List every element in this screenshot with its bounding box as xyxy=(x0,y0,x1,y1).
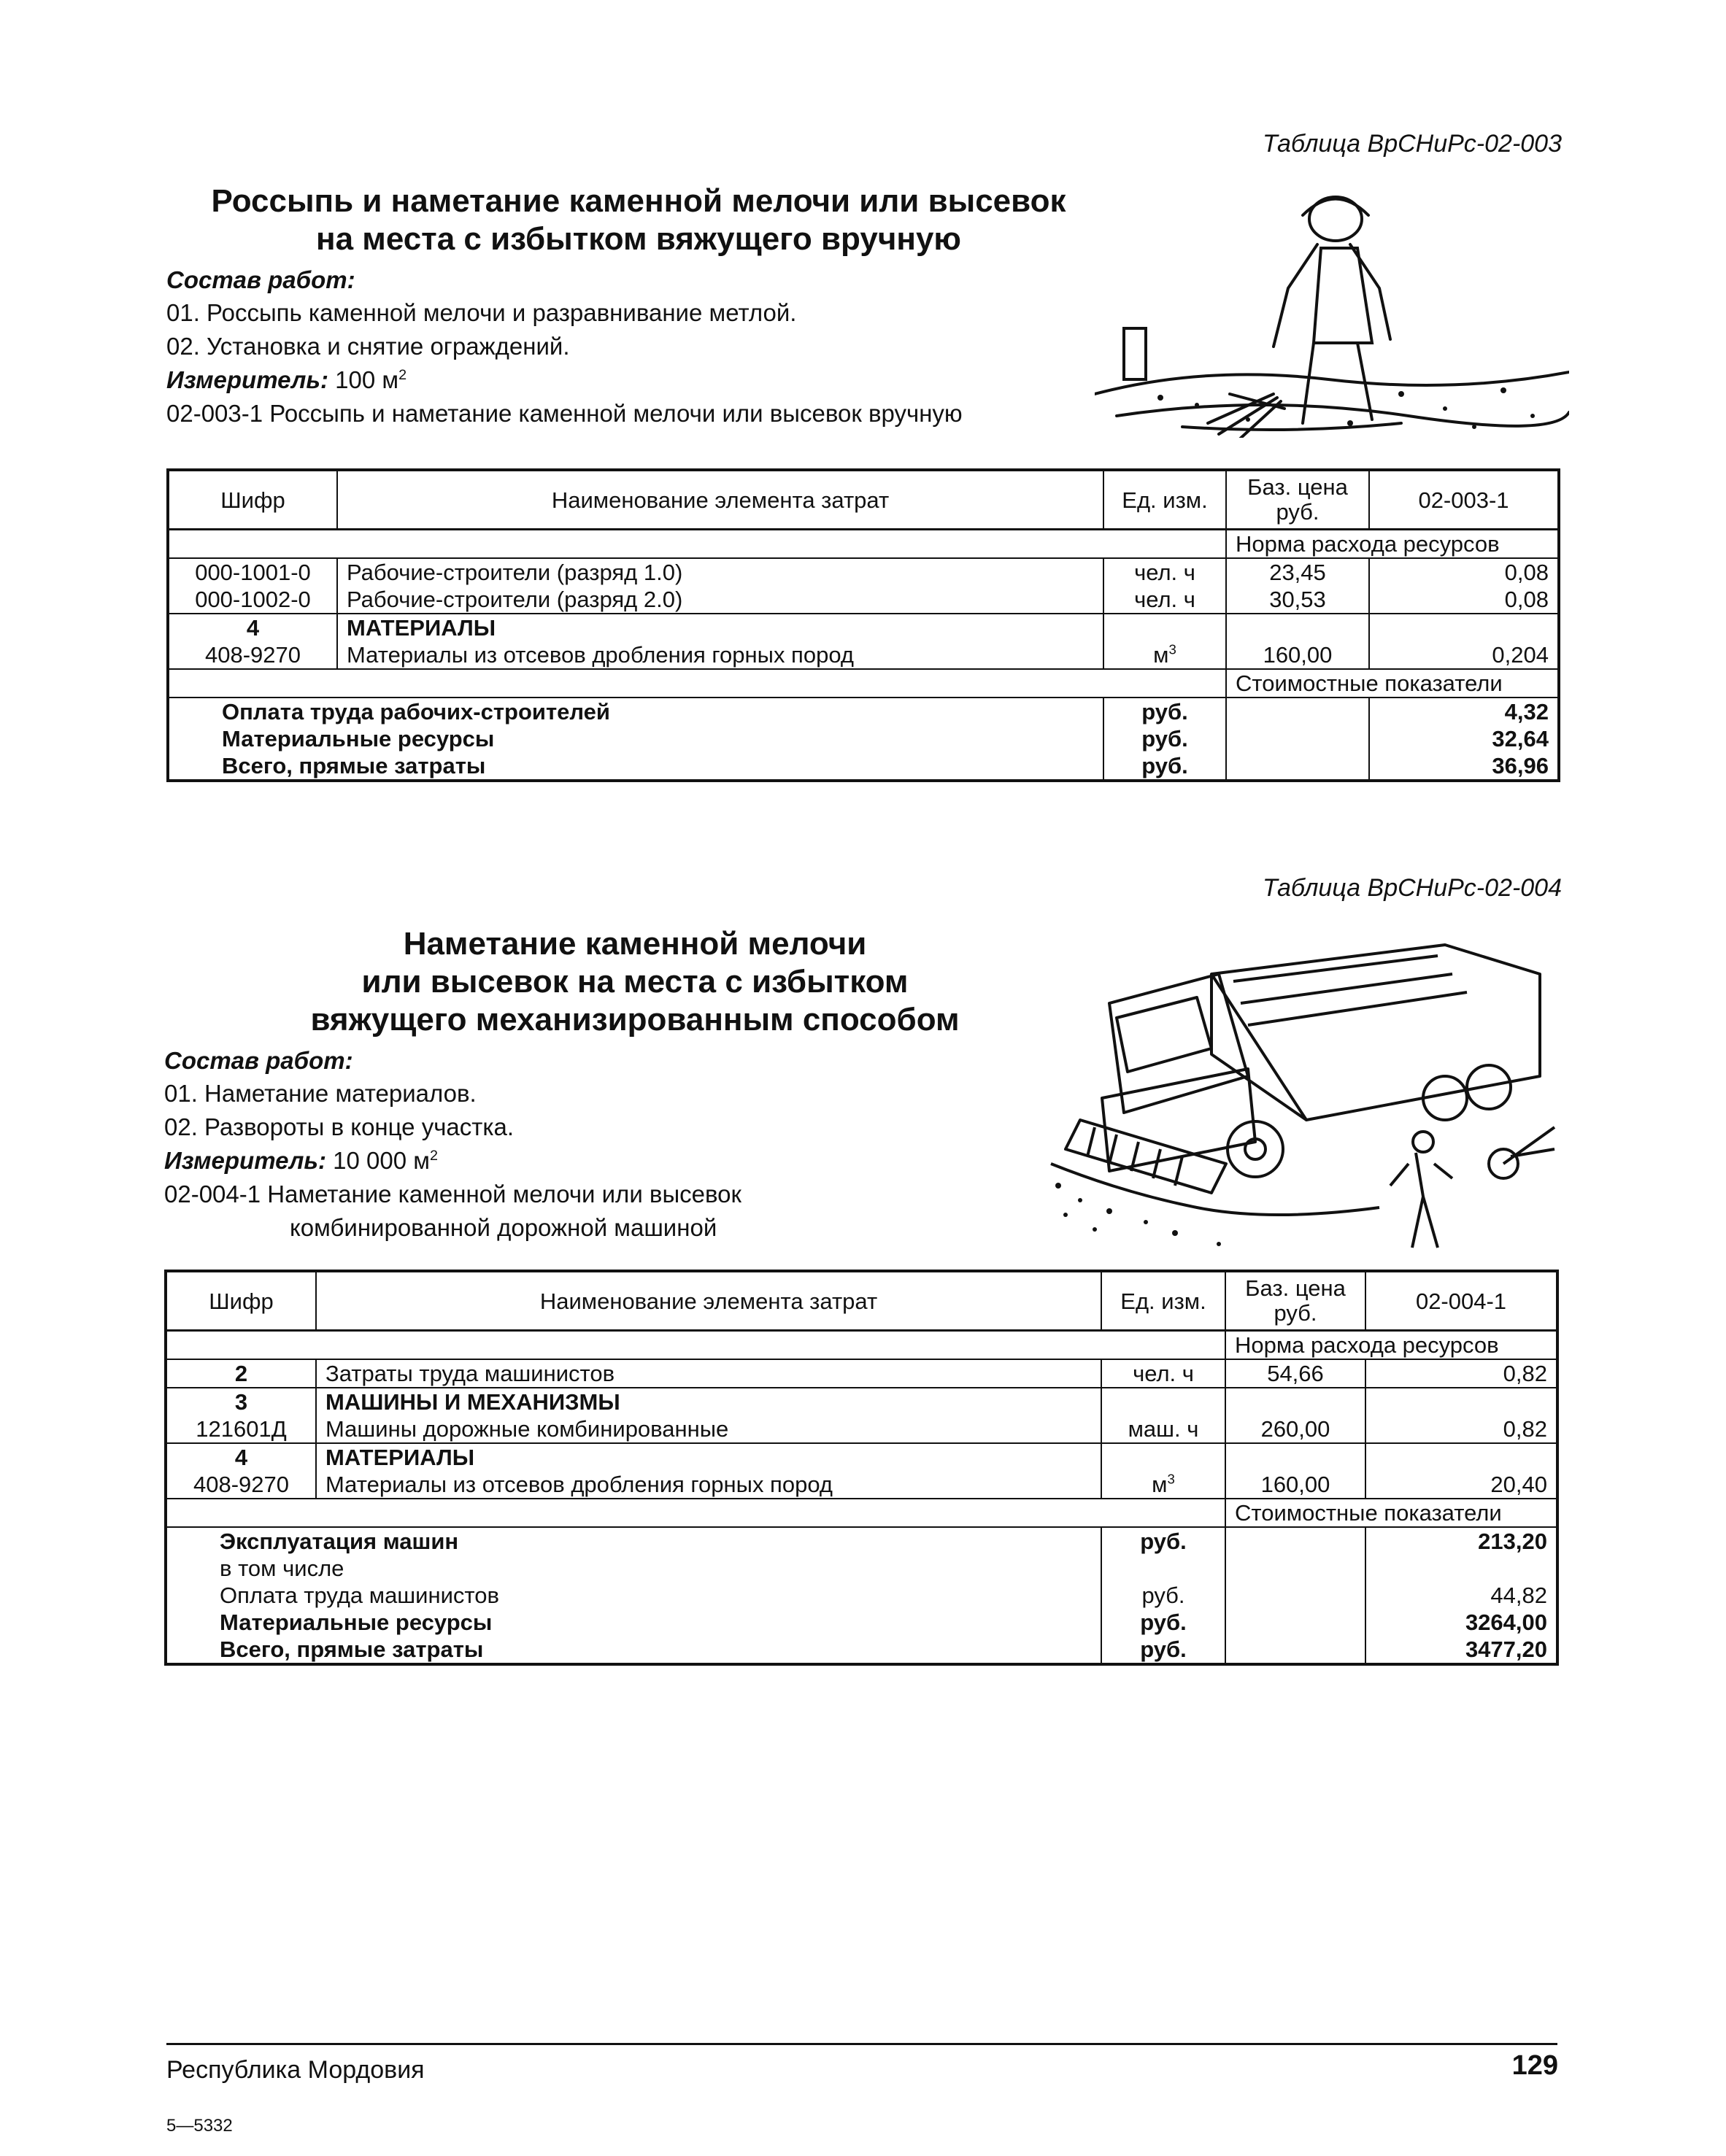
table-row xyxy=(168,586,1559,614)
header-unit: Ед. изм. xyxy=(1101,1271,1225,1331)
header-price-line: руб. xyxy=(1276,499,1319,525)
izmeritel-label: Измеритель: xyxy=(164,1147,326,1174)
cell-unit: маш. ч xyxy=(1101,1415,1225,1443)
total-unit: руб. xyxy=(1103,725,1226,752)
total-name: Эксплуатация машин xyxy=(220,1529,459,1554)
work-item: 02. Развороты в конце участка. xyxy=(164,1113,515,1140)
cell-name: Материалы из отсевов дробления горных пород xyxy=(316,1471,1101,1499)
cost-table-2 xyxy=(164,1270,1559,1666)
unit-text: м xyxy=(1152,1472,1168,1497)
header-price-line: Баз. цена xyxy=(1245,1275,1346,1301)
izmeritel-value: 10 000 м xyxy=(333,1147,430,1174)
total-name: Всего, прямые затраты xyxy=(220,1637,484,1662)
cell-name: Машины дорожные комбинированные xyxy=(316,1415,1101,1443)
section-title-2 xyxy=(270,925,1000,1039)
cell-unit xyxy=(1101,1471,1225,1499)
footer-region: Республика Мордовия xyxy=(166,2056,425,2084)
group-code: 3 xyxy=(234,1389,248,1415)
cell-shifr: 000-1001-0 xyxy=(195,560,311,585)
cell-name: Материалы из отсевов дробления горных пород xyxy=(337,641,1103,669)
cell-price: 30,53 xyxy=(1226,586,1369,614)
stoim-row xyxy=(168,669,1559,698)
cell-unit xyxy=(1103,641,1226,669)
unit-text: м xyxy=(1153,642,1169,668)
cell-value: 0,82 xyxy=(1365,1359,1557,1388)
total-row xyxy=(166,1582,1557,1609)
work-composition-2 xyxy=(164,1045,741,1245)
group-code: 4 xyxy=(234,1445,248,1470)
group-row xyxy=(166,1388,1557,1415)
cell-price: 160,00 xyxy=(1226,641,1369,669)
footer-rule xyxy=(166,2043,1557,2045)
header-shifr: Шифр xyxy=(168,470,337,530)
total-name: Материальные ресурсы xyxy=(222,726,495,751)
cell-value: 20,40 xyxy=(1365,1471,1557,1499)
cell-name: Затраты труда машинистов xyxy=(316,1359,1101,1388)
work-item: 01. Россыпь каменной мелочи и разравнивание метлой. xyxy=(166,299,797,326)
izmeritel-label: Измеритель: xyxy=(166,366,328,393)
table-header-row xyxy=(166,1271,1557,1331)
total-name: Всего, прямые затраты xyxy=(222,753,486,778)
section-title-1 xyxy=(164,182,1113,258)
title-line: вяжущего механизированным способом xyxy=(310,1002,960,1038)
cell-price: 54,66 xyxy=(1225,1359,1365,1388)
norma-row xyxy=(168,530,1559,559)
total-row xyxy=(168,725,1559,752)
work-composition-1 xyxy=(166,264,963,430)
table-row xyxy=(166,1471,1557,1499)
page-number: 129 xyxy=(1511,2050,1558,2081)
worker-sweeping-illustration xyxy=(1095,175,1569,438)
total-unit: руб. xyxy=(1101,1636,1225,1664)
group-row xyxy=(168,614,1559,641)
total-value: 32,64 xyxy=(1369,725,1559,752)
total-unit: руб. xyxy=(1103,752,1226,781)
group-name: МАТЕРИАЛЫ xyxy=(337,614,1103,641)
header-name: Наименование элемента затрат xyxy=(337,470,1103,530)
total-row xyxy=(166,1555,1557,1582)
norma-label: Норма расхода ресурсов xyxy=(1226,530,1559,559)
izmeritel-value: 100 м xyxy=(335,366,399,393)
cell-value: 0,08 xyxy=(1369,558,1559,586)
stoim-row xyxy=(166,1499,1557,1527)
total-row xyxy=(166,1527,1557,1555)
total-value xyxy=(1365,1555,1557,1582)
sostav-label: Состав работ: xyxy=(164,1047,353,1074)
total-value: 36,96 xyxy=(1369,752,1559,781)
header-code: 02-003-1 xyxy=(1369,470,1559,530)
cell-value: 0,08 xyxy=(1369,586,1559,614)
cell-unit: чел. ч xyxy=(1101,1359,1225,1388)
cost-table-1 xyxy=(166,468,1560,782)
cell-value: 0,204 xyxy=(1369,641,1559,669)
group-name: МАТЕРИАЛЫ xyxy=(316,1443,1101,1471)
total-name: в том числе xyxy=(220,1556,344,1581)
header-price-line: Баз. цена xyxy=(1247,474,1348,500)
unit-power: 3 xyxy=(1168,641,1176,657)
total-value: 4,32 xyxy=(1369,698,1559,725)
total-value: 3477,20 xyxy=(1365,1636,1557,1664)
measure-line xyxy=(164,1144,741,1178)
izmeritel-power: 2 xyxy=(429,1148,438,1164)
total-value: 44,82 xyxy=(1365,1582,1557,1609)
cell-shifr: 408-9270 xyxy=(168,641,337,669)
norma-row xyxy=(166,1331,1557,1360)
total-row xyxy=(166,1636,1557,1664)
izmeritel-power: 2 xyxy=(398,367,407,383)
total-row xyxy=(168,752,1559,781)
title-line: на места с избытком вяжущего вручную xyxy=(316,221,961,257)
print-code: 5—5332 xyxy=(166,2116,233,2136)
group-name: МАШИНЫ И МЕХАНИЗМЫ xyxy=(316,1388,1101,1415)
cell-shifr: 408-9270 xyxy=(166,1471,316,1499)
total-unit: руб. xyxy=(1101,1527,1225,1555)
sostav-label: Состав работ: xyxy=(166,266,355,293)
total-name: Материальные ресурсы xyxy=(220,1610,493,1635)
table-header-row xyxy=(168,470,1559,530)
total-row xyxy=(168,698,1559,725)
total-name: Оплата труда машинистов xyxy=(220,1583,499,1608)
measure-line xyxy=(166,363,963,397)
header-shifr: Шифр xyxy=(166,1271,316,1331)
code-line: 02-003-1 Россыпь и наметание каменной мелочи или высевок вручную xyxy=(166,400,963,427)
total-unit: руб. xyxy=(1101,1582,1225,1609)
header-code: 02-004-1 xyxy=(1365,1271,1557,1331)
cell-name: Рабочие-строители (разряд 1.0) xyxy=(337,558,1103,586)
cell-price: 260,00 xyxy=(1225,1415,1365,1443)
cell-price: 23,45 xyxy=(1226,558,1369,586)
cell-price: 160,00 xyxy=(1225,1471,1365,1499)
cell-shifr: 000-1002-0 xyxy=(195,587,311,612)
work-item: 02. Установка и снятие ограждений. xyxy=(166,333,570,360)
total-unit: руб. xyxy=(1103,698,1226,725)
header-price xyxy=(1225,1271,1365,1331)
header-price xyxy=(1226,470,1369,530)
header-unit: Ед. изм. xyxy=(1103,470,1226,530)
total-unit: руб. xyxy=(1101,1609,1225,1636)
stoim-label: Стоимостные показатели xyxy=(1225,1499,1557,1527)
cell-shifr: 2 xyxy=(166,1359,316,1388)
total-name: Оплата труда рабочих-строителей xyxy=(222,699,610,725)
table-caption-2: Таблица ВрСНиРс-02-004 xyxy=(1262,874,1562,902)
table-row xyxy=(166,1359,1557,1388)
unit-power: 3 xyxy=(1167,1471,1175,1487)
cell-name: Рабочие-строители (разряд 2.0) xyxy=(337,586,1103,614)
total-row xyxy=(166,1609,1557,1636)
title-line: Наметание каменной мелочи xyxy=(403,926,867,962)
title-line: Россыпь и наметание каменной мелочи или высевок xyxy=(211,183,1066,219)
total-unit xyxy=(1101,1555,1225,1582)
header-price-line: руб. xyxy=(1274,1300,1317,1326)
table-row xyxy=(168,558,1559,586)
road-machine-illustration xyxy=(1036,923,1569,1259)
table-row xyxy=(166,1415,1557,1443)
code-line: 02-004-1 Наметание каменной мелочи или высевок xyxy=(164,1181,741,1208)
header-name: Наименование элемента затрат xyxy=(316,1271,1101,1331)
group-row xyxy=(166,1443,1557,1471)
norma-label: Норма расхода ресурсов xyxy=(1225,1331,1557,1360)
total-value: 3264,00 xyxy=(1365,1609,1557,1636)
group-code: 4 xyxy=(168,614,337,641)
cell-value: 0,82 xyxy=(1365,1415,1557,1443)
work-item: 01. Наметание материалов. xyxy=(164,1080,477,1107)
table-caption-1: Таблица ВрСНиРс-02-003 xyxy=(1262,130,1562,158)
cell-unit: чел. ч xyxy=(1103,558,1226,586)
code-line: комбинированной дорожной машиной xyxy=(290,1214,717,1241)
stoim-label: Стоимостные показатели xyxy=(1226,669,1559,698)
cell-shifr: 121601Д xyxy=(166,1415,316,1443)
total-value: 213,20 xyxy=(1365,1527,1557,1555)
cell-unit: чел. ч xyxy=(1103,586,1226,614)
table-row xyxy=(168,641,1559,669)
title-line: или высевок на места с избытком xyxy=(361,964,909,1000)
